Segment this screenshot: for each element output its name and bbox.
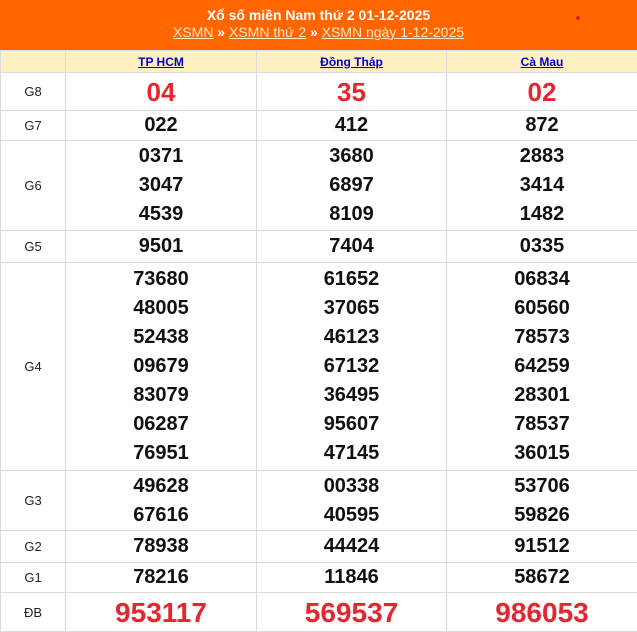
- prize-number: 3414: [447, 171, 637, 200]
- prize-cell: [447, 231, 637, 263]
- prize-number: 49628: [66, 472, 256, 501]
- prize-number: 48005: [66, 294, 256, 323]
- prize-label: G1: [1, 563, 66, 593]
- prize-number: 67132: [257, 352, 446, 381]
- prize-cell: [66, 141, 257, 231]
- prize-number: 953117: [66, 594, 256, 631]
- prize-cell: [66, 563, 257, 593]
- province-link-tp-hcm[interactable]: TP HCM: [138, 55, 184, 69]
- prize-number: 91512: [447, 532, 637, 561]
- prize-number: 78537: [447, 410, 637, 439]
- prize-number: 022: [66, 111, 256, 140]
- prize-number: 8109: [257, 200, 446, 229]
- prize-cell: [447, 141, 637, 231]
- prize-label: G2: [1, 531, 66, 563]
- prize-number: 53706: [447, 472, 637, 501]
- prize-number: 00338: [257, 472, 446, 501]
- prize-label: ĐB: [1, 593, 66, 632]
- prize-number: 44424: [257, 532, 446, 561]
- prize-number: 76951: [66, 439, 256, 468]
- results-header: [0, 0, 637, 50]
- prize-number: 569537: [257, 594, 446, 631]
- prize-number: 9501: [66, 232, 256, 261]
- prize-number: 47145: [257, 439, 446, 468]
- prize-cell: [66, 73, 257, 111]
- prize-number: 872: [447, 111, 637, 140]
- breadcrumb-separator: »: [217, 24, 225, 40]
- prize-number: 986053: [447, 594, 637, 631]
- prize-number: 36495: [257, 381, 446, 410]
- red-dot-icon: [576, 16, 580, 20]
- prize-cell: [257, 471, 447, 531]
- prize-number: 83079: [66, 381, 256, 410]
- prize-cell: [66, 471, 257, 531]
- prize-number: 40595: [257, 501, 446, 530]
- breadcrumb-xsmn-date[interactable]: XSMN ngày 1-12-2025: [322, 24, 464, 40]
- prize-label: G8: [1, 73, 66, 111]
- prize-row-g7: [1, 111, 637, 141]
- prize-number: 0335: [447, 232, 637, 261]
- corner-cell: [1, 51, 66, 73]
- prize-cell: [66, 231, 257, 263]
- prize-number: 95607: [257, 410, 446, 439]
- prize-number: 52438: [66, 323, 256, 352]
- prize-row-g6: [1, 141, 637, 231]
- prize-cell: [447, 471, 637, 531]
- prize-row-g8: [1, 73, 637, 111]
- prize-label: G4: [1, 263, 66, 471]
- province-link-ca-mau[interactable]: Cà Mau: [521, 55, 564, 69]
- prize-number: 59826: [447, 501, 637, 530]
- column-header-row: [1, 51, 637, 73]
- prize-number: 61652: [257, 265, 446, 294]
- prize-number: 6897: [257, 171, 446, 200]
- prize-row-g4: [1, 263, 637, 471]
- prize-cell: [447, 111, 637, 141]
- prize-number: 3680: [257, 142, 446, 171]
- prize-number: 02: [447, 74, 637, 110]
- prize-cell: [66, 531, 257, 563]
- page-title: Xổ số miền Nam thứ 2 01-12-2025: [0, 0, 637, 23]
- breadcrumb-xsmn[interactable]: XSMN: [173, 24, 213, 40]
- prize-number: 46123: [257, 323, 446, 352]
- prize-number: 67616: [66, 501, 256, 530]
- breadcrumb: [0, 23, 637, 41]
- column-header-tp-hcm: [66, 51, 257, 73]
- prize-cell: [257, 531, 447, 563]
- prize-row-g5: [1, 231, 637, 263]
- prize-cell: [447, 263, 637, 471]
- prize-row-g2: [1, 531, 637, 563]
- prize-number: 4539: [66, 200, 256, 229]
- province-link-dong-thap[interactable]: Đồng Tháp: [320, 55, 383, 69]
- prize-cell: [447, 73, 637, 111]
- prize-label: G3: [1, 471, 66, 531]
- prize-cell: [257, 141, 447, 231]
- prize-cell: [257, 231, 447, 263]
- prize-number: 7404: [257, 232, 446, 261]
- breadcrumb-separator: »: [310, 24, 318, 40]
- prize-cell: [257, 73, 447, 111]
- prize-cell: [257, 263, 447, 471]
- prize-cell: [447, 531, 637, 563]
- prize-cell: [66, 111, 257, 141]
- prize-number: 11846: [257, 563, 446, 592]
- prize-label: G7: [1, 111, 66, 141]
- prize-number: 58672: [447, 563, 637, 592]
- prize-number: 28301: [447, 381, 637, 410]
- prize-label: G5: [1, 231, 66, 263]
- prize-cell: [257, 111, 447, 141]
- prize-number: 06834: [447, 265, 637, 294]
- prize-cell: [66, 263, 257, 471]
- prize-number: 73680: [66, 265, 256, 294]
- prize-number: 60560: [447, 294, 637, 323]
- prize-number: 78573: [447, 323, 637, 352]
- prize-row-g1: [1, 563, 637, 593]
- prize-cell: [257, 563, 447, 593]
- prize-number: 1482: [447, 200, 637, 229]
- prize-number: 3047: [66, 171, 256, 200]
- prize-label: G6: [1, 141, 66, 231]
- prize-cell: [447, 593, 637, 632]
- prize-cell: [257, 593, 447, 632]
- prize-number: 35: [257, 74, 446, 110]
- prize-number: 37065: [257, 294, 446, 323]
- prize-number: 06287: [66, 410, 256, 439]
- prize-number: 09679: [66, 352, 256, 381]
- prize-number: 2883: [447, 142, 637, 171]
- results-table: [0, 50, 637, 632]
- prize-row-db: [1, 593, 637, 632]
- prize-number: 64259: [447, 352, 637, 381]
- prize-number: 04: [66, 74, 256, 110]
- prize-number: 36015: [447, 439, 637, 468]
- prize-row-g3: [1, 471, 637, 531]
- prize-number: 78216: [66, 563, 256, 592]
- column-header-dong-thap: [257, 51, 447, 73]
- prize-cell: [66, 593, 257, 632]
- prize-number: 412: [257, 111, 446, 140]
- prize-number: 0371: [66, 142, 256, 171]
- prize-number: 78938: [66, 532, 256, 561]
- prize-cell: [447, 563, 637, 593]
- breadcrumb-xsmn-thu-2[interactable]: XSMN thứ 2: [229, 24, 306, 40]
- column-header-ca-mau: [447, 51, 637, 73]
